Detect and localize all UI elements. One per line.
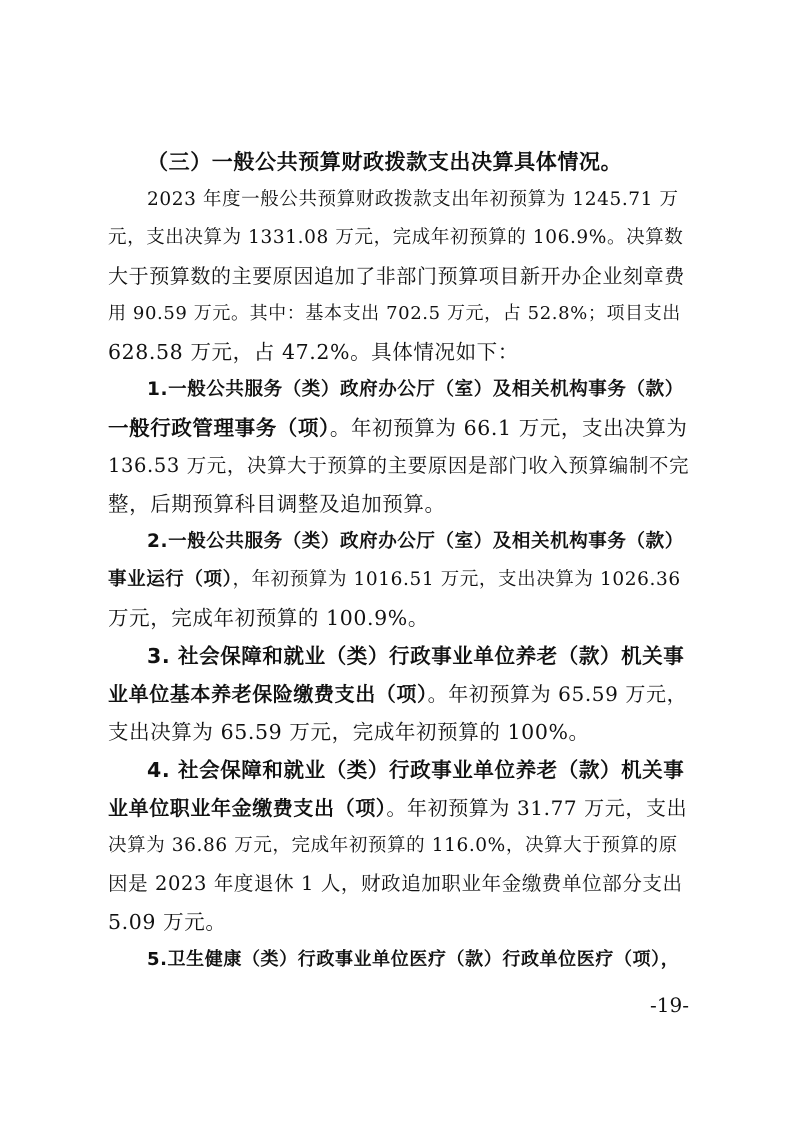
item1-subtitle: 一般行政管理事务（项） [108, 416, 330, 440]
intro-line-4: 用 90.59 万元。其中：基本支出 702.5 万元，占 52.8%；项目支出 [108, 303, 681, 324]
item2-line-2 [108, 561, 688, 599]
item4-subtitle: 业单位职业年金缴费支出（项） [108, 796, 387, 820]
item5-title: 5.卫生健康（类）行政事业单位医疗（款）行政单位医疗（项）， [147, 949, 680, 970]
item1-line-2 [108, 409, 688, 447]
intro-line-3: 大于预算数的主要原因追加了非部门预算项目新开办企业刻章费 [108, 264, 685, 288]
item1-text: 。年初预算为 66.1 万元，支出决算为 [329, 416, 688, 440]
item4-title: 4. 社会保障和就业（类）行政事业单位养老（款）机关事 [147, 758, 685, 782]
item3-line-3: 支出决算为 65.59 万元，完成年初预算的 100%。 [108, 720, 590, 744]
item1-line-3: 136.53 万元，决算大于预算的主要原因是部门收入预算编制不完 [108, 454, 690, 477]
item3-title: 3. 社会保障和就业（类）行政事业单位养老（款）机关事 [147, 644, 685, 668]
item2-title: 2.一般公共服务（类）政府办公厅（室）及相关机构事务（款） [147, 531, 684, 552]
item1-title: 1.一般公共服务（类）政府办公厅（室）及相关机构事务（款） [147, 379, 684, 400]
section-heading: （三）一般公共预算财政拨款支出决算具体情况。 [147, 150, 623, 174]
item4-line-4: 因是 2023 年度退休 1 人，财政追加职业年金缴费单位部分支出 [108, 872, 683, 895]
item2-line-3: 万元，完成年初预算的 100.9%。 [108, 606, 429, 630]
item4-line-3: 决算为 36.86 万元，完成年初预算的 116.0%，决算大于预算的原 [108, 835, 678, 856]
page-number: -19- [650, 993, 689, 1017]
item4-text: 。年初预算为 31.77 万元，支出 [386, 796, 688, 820]
item3-text: 。年初预算为 65.59 万元， [427, 682, 688, 706]
intro-line-2: 元，支出决算为 1331.08 万元，完成年初预算的 106.9%。决算数 [108, 227, 684, 248]
item2-subtitle: 事业运行（项） [108, 569, 233, 590]
item2-text: ，年初预算为 1016.51 万元，支出决算为 1026.36 [232, 569, 681, 590]
item3-subtitle: 业单位基本养老保险缴费支出（项） [108, 682, 428, 706]
intro-line-1: 2023 年度一般公共预算财政拨款支出年初预算为 1245.71 万 [147, 189, 679, 210]
intro-line-5: 628.58 万元，占 47.2%。具体情况如下： [108, 340, 519, 364]
item4-line-5: 5.09 万元。 [108, 910, 227, 934]
item3-line-2 [108, 675, 688, 713]
item1-line-4: 整，后期预算科目调整及追加预算。 [108, 492, 446, 516]
item4-line-2 [108, 789, 688, 827]
